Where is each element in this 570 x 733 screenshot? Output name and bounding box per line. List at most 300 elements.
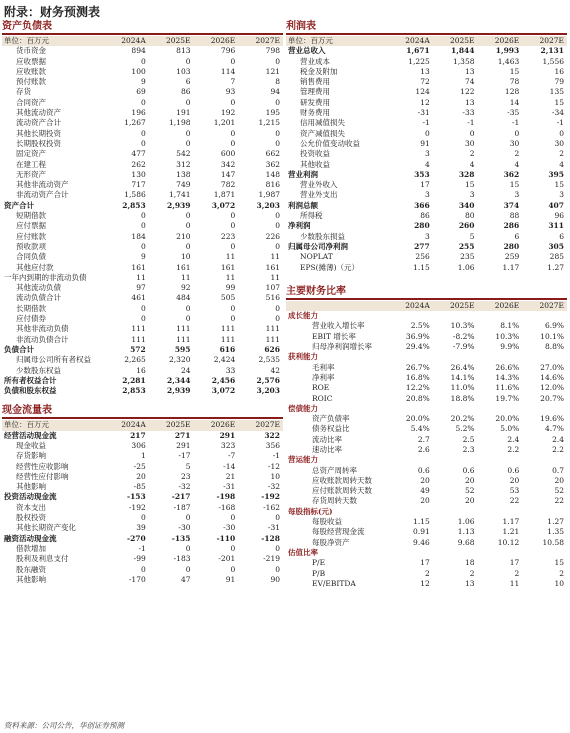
cell-value: 311 bbox=[548, 221, 564, 231]
row-label: 每股经营现金流 bbox=[312, 527, 365, 537]
table-row bbox=[286, 332, 567, 342]
row-label: 应收账款周转天数 bbox=[312, 475, 372, 485]
income-statement-heading: 利润表 bbox=[286, 20, 567, 35]
cell-value: -31 bbox=[417, 108, 430, 118]
row-label: 营运能力 bbox=[288, 455, 318, 465]
cell-value: 0.91 bbox=[413, 527, 430, 537]
cell-value: 1 bbox=[140, 451, 146, 461]
cell-value: 1,225 bbox=[408, 56, 430, 66]
cell-value: 138 bbox=[176, 169, 191, 179]
cell-value: 20.0% bbox=[405, 414, 430, 424]
cell-value bbox=[388, 311, 433, 321]
cell-value: 161 bbox=[131, 262, 146, 272]
cell-value: 0 bbox=[275, 56, 280, 66]
cell-value: 72 bbox=[420, 77, 430, 87]
cell-value: 1,993 bbox=[495, 46, 520, 56]
row-label: EV/EBITDA bbox=[312, 578, 356, 588]
cell-value: 0 bbox=[275, 303, 280, 313]
row-label: 其他非流动资产 bbox=[16, 180, 69, 190]
cell-value: 10 bbox=[554, 578, 564, 588]
row-label: 其他流动资产 bbox=[16, 108, 61, 118]
cell-value: 0.6 bbox=[417, 465, 430, 475]
cell-value: 796 bbox=[220, 46, 236, 56]
cell-value bbox=[478, 311, 523, 321]
cell-value: -35 bbox=[507, 108, 520, 118]
table-row bbox=[286, 252, 567, 262]
cell-value: 100 bbox=[131, 66, 146, 76]
cell-value: -31 bbox=[267, 523, 280, 533]
table-row bbox=[286, 383, 567, 393]
cell-value: 30 bbox=[509, 138, 520, 148]
cell-value: 0 bbox=[275, 314, 280, 324]
cell-value: 14 bbox=[509, 97, 520, 107]
cell-value: 195 bbox=[265, 108, 280, 118]
cell-value: 24 bbox=[180, 365, 191, 375]
row-label: 其他收益 bbox=[300, 159, 330, 169]
year-header: 2026E bbox=[194, 420, 239, 430]
cell-value: 340 bbox=[458, 200, 475, 210]
cell-value: 0 bbox=[275, 221, 280, 231]
cell-value: 5.4% bbox=[410, 424, 430, 434]
cell-value: 217 bbox=[130, 430, 146, 440]
cell-value: -7.9% bbox=[452, 342, 475, 352]
cell-value: 2,939 bbox=[167, 200, 191, 210]
cell-value: 0 bbox=[140, 138, 146, 148]
cell-value: 6 bbox=[185, 77, 191, 87]
row-label: 现金收益 bbox=[16, 440, 46, 450]
cell-value: 15 bbox=[509, 66, 520, 76]
row-label: 毛利率 bbox=[312, 362, 335, 372]
table-row bbox=[286, 579, 567, 589]
cell-value: 0 bbox=[185, 56, 191, 66]
cell-value: 3,072 bbox=[211, 200, 236, 210]
cell-value: 16.8% bbox=[405, 372, 430, 382]
cell-value: 20.2% bbox=[450, 414, 475, 424]
cell-value: 19.7% bbox=[495, 393, 520, 403]
cell-value: 0 bbox=[140, 211, 146, 221]
cell-value: -187 bbox=[173, 502, 191, 512]
table-header-row bbox=[286, 301, 567, 311]
cell-value: 13 bbox=[464, 66, 475, 76]
cell-value: 285 bbox=[549, 252, 564, 262]
cell-value: 4.7% bbox=[544, 424, 564, 434]
cell-value: 1.06 bbox=[457, 517, 475, 527]
cell-value: 111 bbox=[265, 334, 280, 344]
cell-value: 1.15 bbox=[413, 262, 430, 272]
cell-value bbox=[433, 311, 478, 321]
cell-value: 2 bbox=[424, 568, 430, 578]
table-row bbox=[2, 283, 283, 293]
cell-value: 128 bbox=[504, 87, 520, 97]
cell-value: 20 bbox=[136, 471, 146, 481]
cell-value: 291 bbox=[176, 440, 191, 450]
row-label: 短期借款 bbox=[16, 211, 46, 221]
table-row bbox=[2, 242, 283, 252]
cell-value: 10 bbox=[270, 471, 280, 481]
cell-value: 2,131 bbox=[540, 46, 564, 56]
cell-value: -183 bbox=[173, 554, 191, 564]
row-label: 管理费用 bbox=[300, 87, 330, 97]
cell-value: 0 bbox=[230, 211, 236, 221]
year-header: 2024A bbox=[388, 301, 433, 311]
cell-value: 260 bbox=[458, 221, 475, 231]
cell-value bbox=[522, 548, 567, 558]
cell-value: 18 bbox=[464, 558, 475, 568]
cell-value: 49 bbox=[420, 486, 430, 496]
cell-value: 90 bbox=[270, 574, 280, 584]
cell-value: 3 bbox=[424, 149, 430, 159]
cell-value: 4 bbox=[514, 159, 520, 169]
cell-value: 1.06 bbox=[457, 262, 475, 272]
cell-value: 2,576 bbox=[256, 375, 280, 385]
cell-value: 9.9% bbox=[500, 342, 520, 352]
cell-value: 3 bbox=[514, 190, 520, 200]
cell-value: 662 bbox=[265, 149, 280, 159]
cell-value bbox=[478, 455, 523, 465]
cell-value: -1 bbox=[272, 451, 280, 461]
table-row bbox=[2, 129, 283, 139]
cell-value: 1,987 bbox=[258, 190, 280, 200]
row-label: 经营性应收影响 bbox=[16, 461, 69, 471]
cell-value: 407 bbox=[548, 200, 564, 210]
cell-value: 11 bbox=[225, 272, 236, 282]
cell-value: -110 bbox=[216, 533, 236, 543]
cell-value: 135 bbox=[549, 87, 564, 97]
row-label: 股东融资 bbox=[16, 564, 46, 574]
row-label: 归属母公司所有者权益 bbox=[16, 355, 91, 365]
cell-value: 196 bbox=[131, 108, 146, 118]
row-label: 资本支出 bbox=[16, 502, 46, 512]
cell-value: 0.6 bbox=[507, 465, 520, 475]
row-label: 营业外收入 bbox=[300, 180, 338, 190]
table-row bbox=[2, 252, 283, 262]
row-label: 流动负债合计 bbox=[16, 293, 61, 303]
ratios-heading: 主要财务比率 bbox=[286, 285, 567, 300]
cell-value: 96 bbox=[554, 211, 564, 221]
cell-value: 21 bbox=[225, 471, 236, 481]
cell-value: 0 bbox=[185, 543, 191, 553]
cell-value: 2,853 bbox=[122, 386, 146, 396]
cell-value: -192 bbox=[261, 492, 280, 502]
row-label: 营业外支出 bbox=[300, 190, 338, 200]
cell-value: 91 bbox=[420, 138, 430, 148]
cell-value: 111 bbox=[176, 334, 191, 344]
row-label: 应付账款 bbox=[16, 231, 46, 241]
cell-value: 15 bbox=[464, 180, 475, 190]
row-label: 经营活动现金流 bbox=[4, 430, 57, 440]
cell-value: 0 bbox=[275, 513, 280, 523]
cell-value: 10.1% bbox=[540, 331, 564, 341]
row-label: 存货 bbox=[16, 87, 31, 97]
table-row bbox=[286, 363, 567, 373]
table-row bbox=[286, 445, 567, 455]
cell-value bbox=[388, 352, 433, 362]
cell-value: 6 bbox=[514, 231, 520, 241]
cell-value: -32 bbox=[267, 482, 280, 492]
cell-value: 1,463 bbox=[497, 56, 520, 66]
cell-value: 0 bbox=[469, 128, 475, 138]
cell-value: 1,871 bbox=[213, 190, 236, 200]
cell-value: 122 bbox=[460, 87, 475, 97]
cell-value bbox=[433, 548, 478, 558]
cell-value: 600 bbox=[220, 149, 236, 159]
cell-value: -8.2% bbox=[452, 331, 475, 341]
cell-value: 813 bbox=[176, 46, 191, 56]
cell-value: -7 bbox=[227, 451, 236, 461]
cell-value: 20 bbox=[420, 475, 430, 485]
cell-value: 11 bbox=[225, 252, 236, 262]
cell-value: 22 bbox=[509, 496, 520, 506]
cell-value: 42 bbox=[270, 365, 280, 375]
cell-value: 2,281 bbox=[122, 375, 146, 385]
cell-value: -217 bbox=[171, 492, 191, 502]
cell-value: 1.27 bbox=[547, 262, 564, 272]
cell-value: -32 bbox=[178, 482, 191, 492]
unit-label: 单位：百万元 bbox=[2, 36, 104, 46]
table-row bbox=[2, 472, 283, 482]
row-label: 获利能力 bbox=[288, 352, 318, 362]
year-header: 2024A bbox=[104, 420, 149, 430]
cell-value: 2 bbox=[559, 149, 564, 159]
row-label: 其他长期投资 bbox=[16, 128, 61, 138]
cell-value: 30 bbox=[464, 138, 475, 148]
cell-value: 8.8% bbox=[544, 342, 564, 352]
cell-value: 97 bbox=[136, 283, 146, 293]
cell-value: 2,320 bbox=[169, 355, 191, 365]
cell-value: 0.7 bbox=[552, 465, 564, 475]
table-row bbox=[2, 211, 283, 221]
cell-value: 15 bbox=[554, 180, 564, 190]
row-label: 其他影响 bbox=[16, 482, 46, 492]
row-label: 其他长期资产变化 bbox=[16, 523, 76, 533]
cell-value: 0 bbox=[140, 314, 146, 324]
cell-value: 13 bbox=[464, 578, 475, 588]
row-label: 公允价值变动收益 bbox=[300, 138, 360, 148]
cell-value bbox=[522, 352, 567, 362]
table-row bbox=[2, 170, 283, 180]
table-row bbox=[2, 160, 283, 170]
row-label: 非流动负债合计 bbox=[16, 334, 69, 344]
cell-value: 11.6% bbox=[495, 383, 520, 393]
cell-value: 103 bbox=[176, 66, 191, 76]
table-header-row bbox=[2, 420, 283, 430]
cell-value: 80 bbox=[464, 211, 475, 221]
table-row bbox=[2, 503, 283, 513]
cell-value: 572 bbox=[130, 344, 146, 354]
cell-value: 259 bbox=[504, 252, 520, 262]
cell-value: 6 bbox=[559, 231, 564, 241]
row-label: 融资活动现金流 bbox=[4, 533, 57, 543]
cell-value: 516 bbox=[265, 293, 280, 303]
table-row bbox=[2, 87, 283, 97]
cell-value: 0 bbox=[185, 241, 191, 251]
cell-value: 30 bbox=[554, 138, 564, 148]
cell-value: 362 bbox=[503, 169, 520, 179]
cell-value: 16 bbox=[136, 365, 146, 375]
cell-value: 280 bbox=[414, 221, 430, 231]
cell-value: 9.46 bbox=[413, 537, 430, 547]
table-row bbox=[2, 190, 283, 200]
cell-value: 0 bbox=[514, 128, 520, 138]
cell-value: 255 bbox=[458, 241, 475, 251]
cell-value: 3 bbox=[559, 190, 564, 200]
table-row bbox=[286, 558, 567, 568]
table-row bbox=[286, 435, 567, 445]
row-label: 借款增加 bbox=[16, 543, 46, 553]
cell-value: 2,939 bbox=[167, 386, 191, 396]
cell-value: 12.2% bbox=[405, 383, 430, 393]
cell-value: 147 bbox=[220, 169, 236, 179]
table-row bbox=[286, 466, 567, 476]
cell-value: 0 bbox=[424, 128, 430, 138]
cell-value: 14.3% bbox=[495, 372, 520, 382]
table-row bbox=[286, 46, 567, 56]
row-label: 偿债能力 bbox=[288, 403, 318, 413]
row-label: 应付票据 bbox=[16, 221, 46, 231]
cell-value: 1,844 bbox=[451, 46, 475, 56]
row-label: 归母净利润增长率 bbox=[312, 342, 372, 352]
cell-value: 2,456 bbox=[211, 375, 236, 385]
cell-value: 1,586 bbox=[124, 190, 146, 200]
cell-value: 277 bbox=[414, 241, 430, 251]
cell-value: 3,203 bbox=[256, 200, 280, 210]
row-label: 流动资产合计 bbox=[16, 118, 61, 128]
cell-value: -25 bbox=[133, 461, 146, 471]
cell-value: 2.2 bbox=[552, 444, 564, 454]
cashflow-table bbox=[2, 420, 283, 585]
cell-value: 356 bbox=[265, 440, 280, 450]
cell-value: 15 bbox=[509, 180, 520, 190]
cell-value: 11 bbox=[136, 272, 146, 282]
table-row bbox=[2, 263, 283, 273]
cell-value: 0 bbox=[275, 97, 280, 107]
row-label: 合同负债 bbox=[16, 252, 46, 262]
row-label: P/E bbox=[312, 558, 326, 568]
left-column bbox=[2, 20, 283, 585]
cell-value: 0 bbox=[230, 303, 236, 313]
cell-value: 47 bbox=[180, 574, 191, 584]
cell-value: 2.4 bbox=[552, 434, 564, 444]
row-label: 所得税 bbox=[300, 211, 323, 221]
cell-value: 20.7% bbox=[540, 393, 564, 403]
row-label: ROE bbox=[312, 383, 330, 393]
cell-value: 595 bbox=[174, 344, 191, 354]
table-row bbox=[286, 476, 567, 486]
cell-value: 11 bbox=[270, 272, 280, 282]
table-row bbox=[286, 404, 567, 414]
table-row bbox=[286, 98, 567, 108]
cell-value: 88 bbox=[509, 211, 520, 221]
cell-value: -85 bbox=[133, 482, 146, 492]
table-row bbox=[286, 538, 567, 548]
table-row bbox=[2, 304, 283, 314]
cashflow-heading: 现金流量表 bbox=[2, 404, 283, 419]
cell-value: 26.4% bbox=[450, 362, 475, 372]
cell-value: 121 bbox=[265, 66, 280, 76]
cell-value: 111 bbox=[265, 324, 280, 334]
cell-value: 20 bbox=[464, 475, 475, 485]
table-row bbox=[286, 201, 567, 211]
cell-value: 0 bbox=[275, 564, 280, 574]
cell-value: 13 bbox=[420, 66, 430, 76]
row-label: 总资产周转率 bbox=[312, 465, 357, 475]
right-column bbox=[286, 20, 567, 589]
row-label: 所有者权益合计 bbox=[4, 375, 57, 385]
cell-value: 0 bbox=[185, 211, 191, 221]
table-row bbox=[2, 201, 283, 211]
row-label: 其他应付款 bbox=[16, 262, 54, 272]
cell-value: 2.7 bbox=[417, 434, 430, 444]
cell-value: 107 bbox=[265, 283, 280, 293]
cell-value: 616 bbox=[219, 344, 236, 354]
row-label: 应收票据 bbox=[16, 56, 46, 66]
balance-sheet-table bbox=[2, 36, 283, 396]
cell-value: 0 bbox=[185, 138, 191, 148]
row-label: 销售费用 bbox=[300, 77, 330, 87]
year-header: 2025E bbox=[433, 301, 478, 311]
cell-value: 5.2% bbox=[455, 424, 475, 434]
row-label: 净利率 bbox=[312, 372, 335, 382]
cell-value: 374 bbox=[503, 200, 520, 210]
cell-value: 0 bbox=[275, 128, 280, 138]
cell-value: 271 bbox=[174, 430, 191, 440]
row-label: 负债和股东权益 bbox=[4, 386, 57, 396]
table-row bbox=[2, 77, 283, 87]
cell-value: -1 bbox=[138, 543, 146, 553]
cell-value: 11.0% bbox=[450, 383, 475, 393]
cell-value: 342 bbox=[220, 159, 236, 169]
table-row bbox=[2, 314, 283, 324]
cell-value: 210 bbox=[176, 231, 191, 241]
row-label: 固定资产 bbox=[16, 149, 46, 159]
table-row bbox=[2, 534, 283, 544]
table-row bbox=[286, 311, 567, 321]
row-label: EPS(摊薄)（元） bbox=[300, 262, 360, 272]
table-row bbox=[2, 565, 283, 575]
cell-value: 111 bbox=[220, 334, 236, 344]
row-label: 非流动资产合计 bbox=[16, 190, 69, 200]
table-row bbox=[2, 98, 283, 108]
table-header-row bbox=[286, 36, 567, 46]
table-row bbox=[2, 386, 283, 396]
cell-value bbox=[388, 548, 433, 558]
cell-value: 305 bbox=[548, 241, 564, 251]
cell-value: 161 bbox=[176, 262, 191, 272]
cell-value: 0 bbox=[140, 241, 146, 251]
cell-value: 0 bbox=[230, 97, 236, 107]
cell-value: 52 bbox=[554, 486, 564, 496]
row-label: 利润总额 bbox=[288, 200, 318, 210]
table-row bbox=[2, 376, 283, 386]
cell-value: 0 bbox=[185, 314, 191, 324]
row-label: 投资活动现金流 bbox=[4, 492, 57, 502]
table-row bbox=[286, 160, 567, 170]
row-label: 速动比率 bbox=[312, 444, 342, 454]
table-row bbox=[2, 273, 283, 283]
cell-value: 1.13 bbox=[457, 527, 475, 537]
cell-value: 15 bbox=[554, 558, 564, 568]
cell-value: 223 bbox=[220, 231, 236, 241]
cell-value: 2 bbox=[514, 149, 520, 159]
cell-value: 20 bbox=[509, 475, 520, 485]
cell-value: 12.0% bbox=[540, 383, 564, 393]
cell-value: -192 bbox=[128, 502, 146, 512]
cell-value: 3,072 bbox=[211, 386, 236, 396]
cell-value: -201 bbox=[218, 554, 236, 564]
cell-value: 1,267 bbox=[124, 118, 146, 128]
table-row bbox=[286, 77, 567, 87]
row-label: 应收账款 bbox=[16, 66, 46, 76]
